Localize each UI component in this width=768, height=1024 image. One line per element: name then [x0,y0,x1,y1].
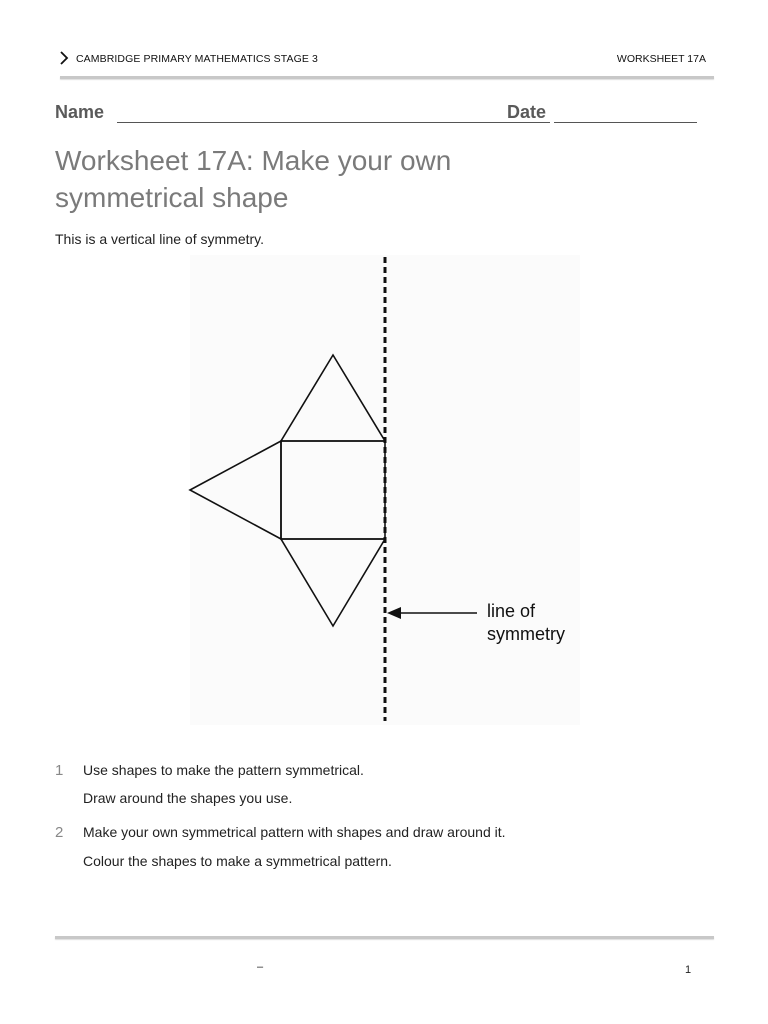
line-of-symmetry-label [487,600,565,646]
date-field[interactable] [554,122,697,123]
name-field[interactable] [117,122,550,123]
label-line-2: symmetry [487,624,565,644]
question-subtext: Colour the shapes to make a symmetrical pattern. [83,853,392,869]
question-text: Use shapes to make the pattern symmetrical. [83,762,364,778]
footer-divider [55,936,714,939]
page-header [58,50,708,70]
header-course-title: CAMBRIDGE PRIMARY MATHEMATICS STAGE 3 [76,53,318,65]
question-subtext: Draw around the shapes you use. [83,790,293,806]
header-worksheet-id: WORKSHEET 17A [616,53,706,65]
title-line-2: symmetrical shape [55,182,289,213]
symmetry-diagram [185,255,580,725]
question-number: 1 [55,762,64,779]
question-number: 2 [55,824,64,841]
name-date-row [55,102,705,128]
symmetry-figure [185,255,580,725]
intro-text: This is a vertical line of symmetry. [55,231,265,247]
label-line-1: line of [487,601,536,621]
date-label: Date [507,102,547,122]
chevron-right-icon [58,51,70,65]
header-divider [60,76,714,79]
question-text: Make your own symmetrical pattern with shapes and draw around it. [83,824,506,840]
worksheet-title [55,142,575,216]
footer-dash: – [257,961,264,973]
name-label: Name [55,102,105,122]
page-number: 1 [685,964,692,976]
title-line-1: Worksheet 17A: Make your own [55,145,452,176]
